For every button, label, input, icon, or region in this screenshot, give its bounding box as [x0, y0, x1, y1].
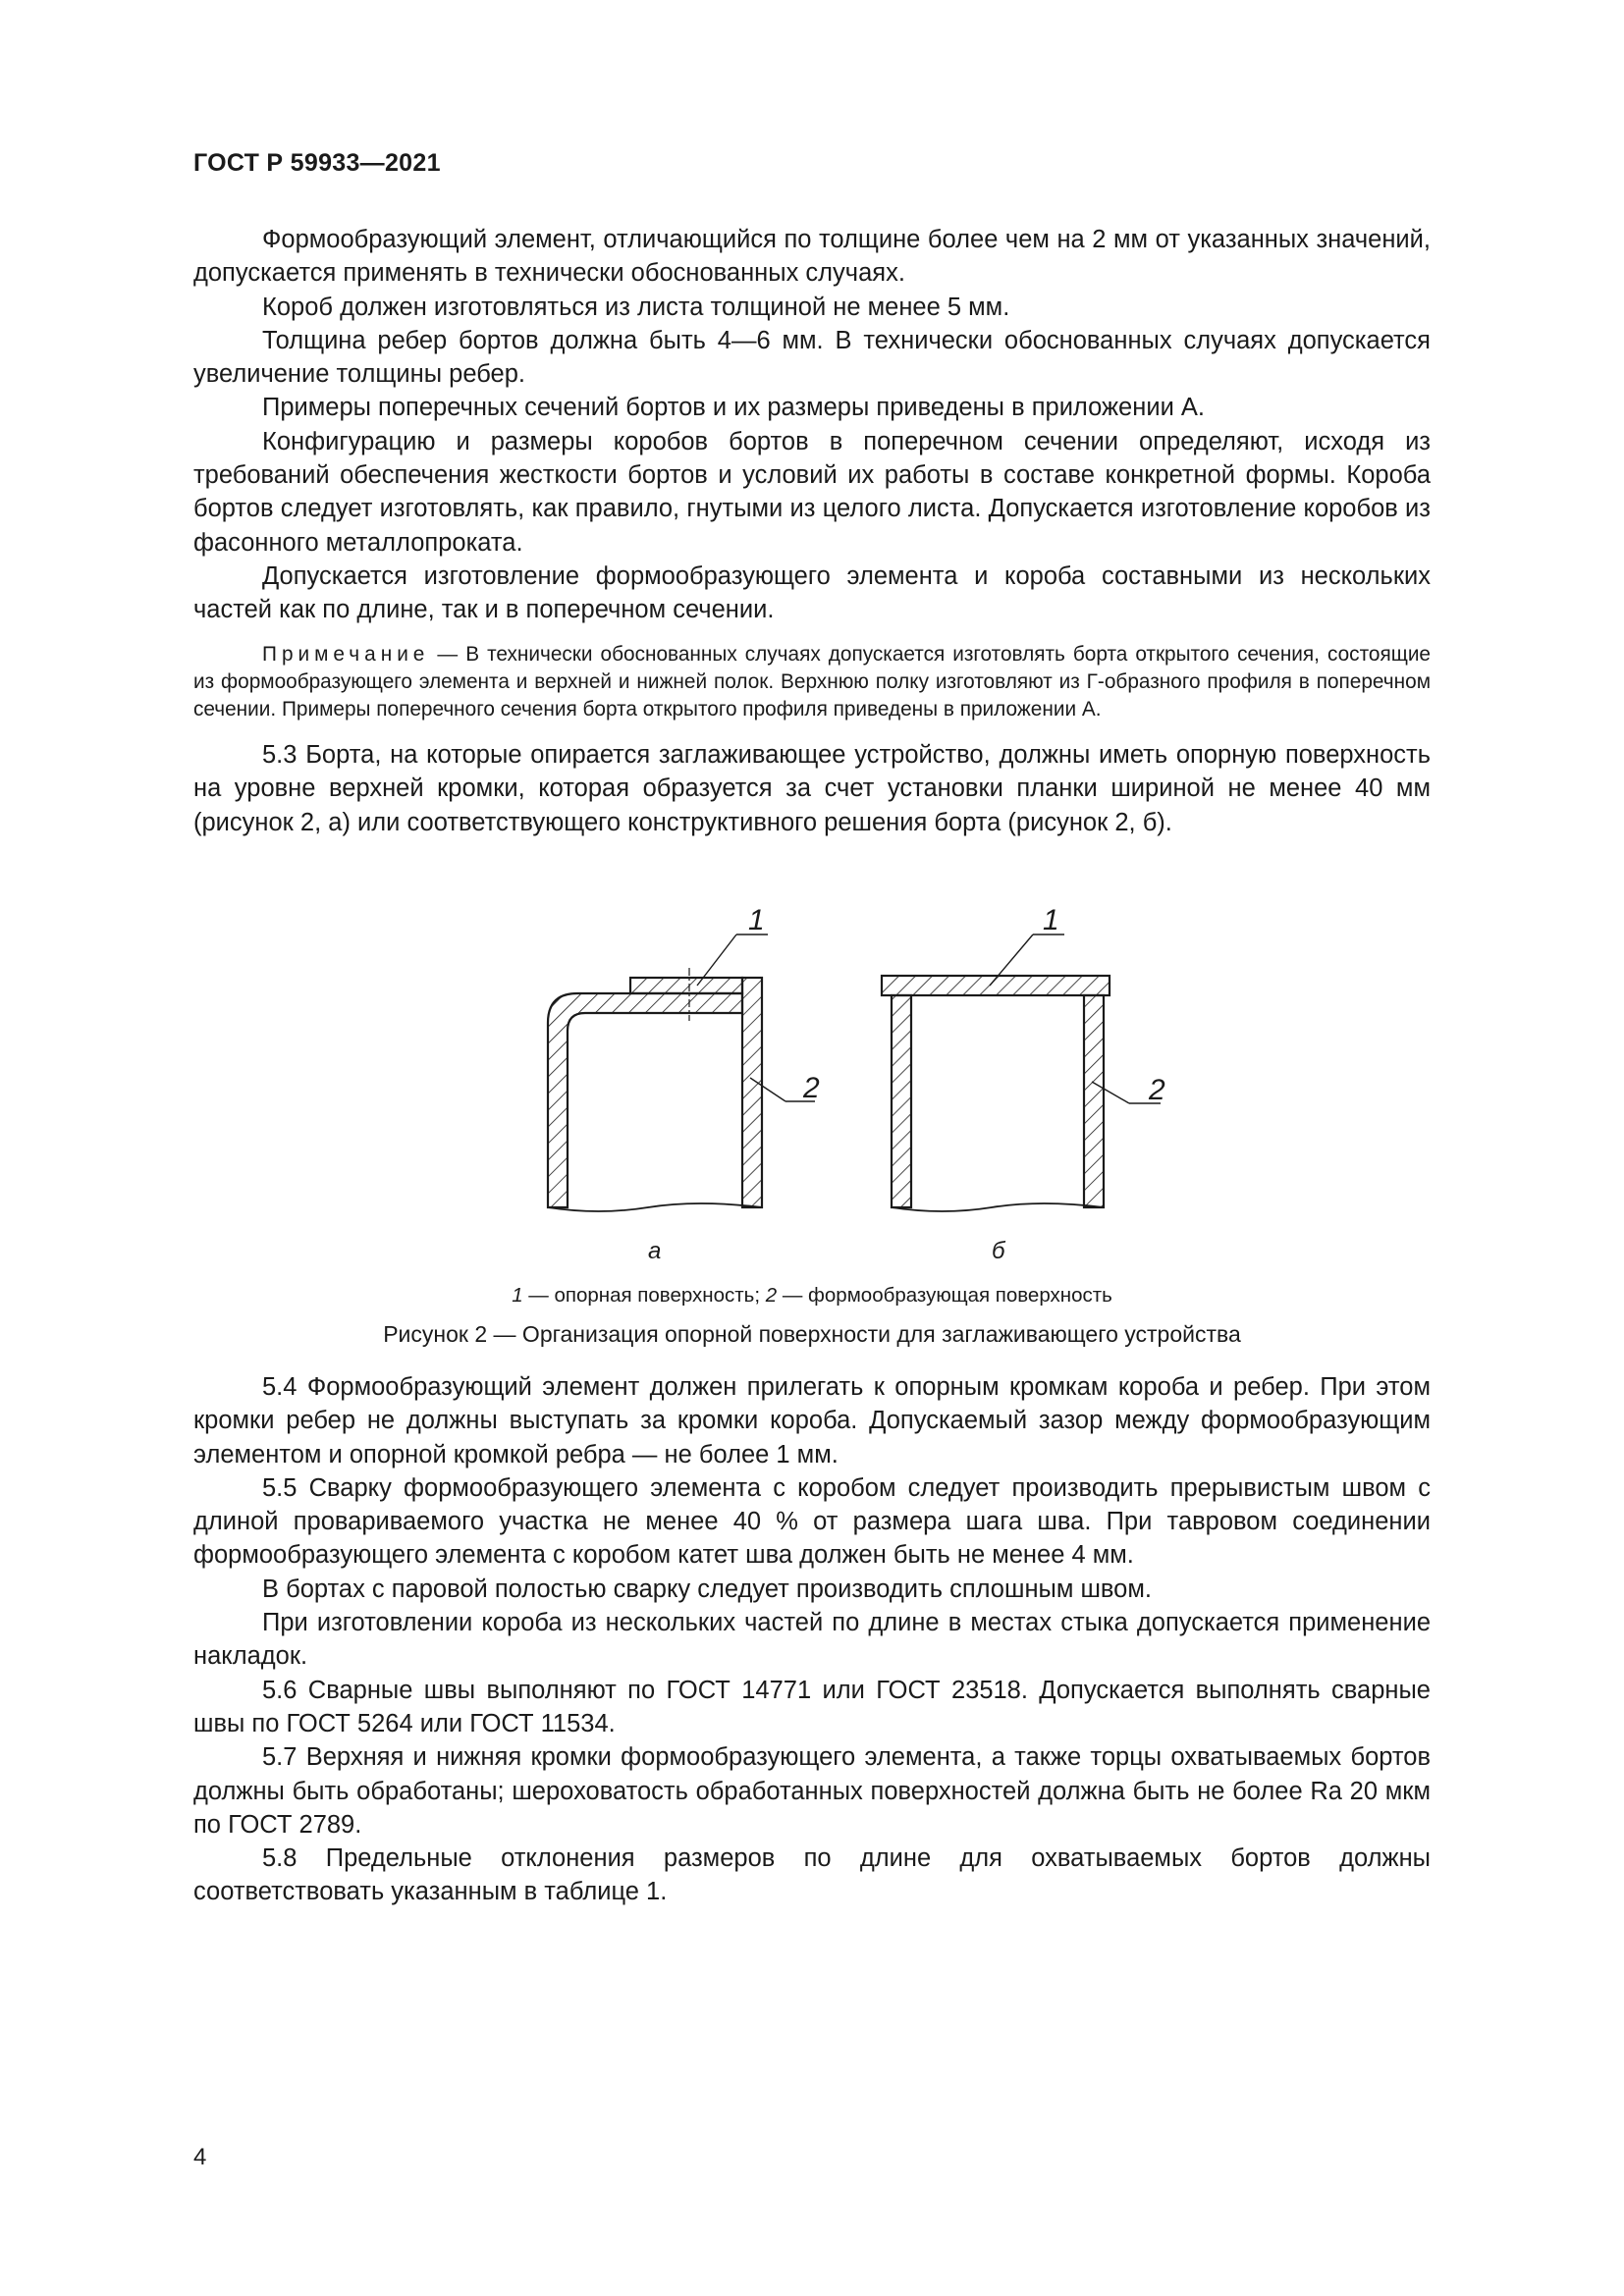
paragraph-5-3: 5.3 Борта, на которые опирается заглаживающее устройство, должны иметь опорную поверхность на уровне верхней кромки, которая образуется за счет установки планки шириной не менее 40 мм (рисунок 2, а) или соответствующего конструктивного решения борта (рисунок 2, б). — [193, 741, 1431, 836]
paragraph: 5.6 Сварные швы выполняют по ГОСТ 14771 или ГОСТ 23518. Допускается выполнять сварные швы по ГОСТ 5264 или ГОСТ 11534. — [193, 1676, 1431, 1737]
body-text-bottom — [193, 1370, 1431, 1909]
figure-a-section — [548, 934, 815, 1211]
paragraph: При изготовлении короба из нескольких частей по длине в местах стыка допускается применение накладок. — [193, 1609, 1431, 1671]
callout-1-b: 1 — [1043, 904, 1059, 936]
note — [193, 641, 1431, 724]
figure-b-section — [882, 934, 1161, 1211]
callout-2-a: 2 — [803, 1072, 820, 1104]
legend-text: — опорная поверхность; — [522, 1284, 766, 1307]
figure-2-drawing — [491, 883, 1178, 1296]
paragraph: Допускается изготовление формообразующего элемента и короба составными из нескольких частей как по длине, так и в поперечном сечении. — [193, 561, 1431, 624]
legend-text: — формообразующая поверхность — [777, 1284, 1112, 1307]
callout-2-b: 2 — [1149, 1074, 1165, 1106]
note-text: — В технически обоснованных случаях допускается изготовлять борта открытого сечения, состоящие из формообразующего элемента и верхней и нижней полок. Верхнюю полку изготовляют из Г-образного профиля в поперечном сечении. Примеры поперечного сечения борта открытого профиля приведены в приложении А. — [193, 642, 1431, 721]
paragraph: В бортах с паровой полостью сварку следует производить сплошным швом. — [262, 1575, 1152, 1603]
paragraph: 5.4 Формообразующий элемент должен прилегать к опорным кромкам короба и ребер. При этом кромки ребер не должны выступать за кромки короба. Допускаемый зазор между формообразующим элементом и опорной кромкой ребра — не более 1 мм. — [193, 1373, 1431, 1468]
paragraph: 5.7 Верхняя и нижняя кромки формообразующего элемента, а также торцы охватываемых бортов должны быть обработаны; шероховатость обработанных поверхностей должна быть не более Ra 20 мкм по ГОСТ 2789. — [193, 1743, 1431, 1839]
page-number: 4 — [193, 2144, 207, 2170]
paragraph: 5.8 Предельные отклонения размеров по длине для охватываемых бортов должны соответствовать указанным в таблице 1. — [193, 1844, 1431, 1906]
paragraph: Формообразующий элемент, отличающийся по толщине более чем на 2 мм от указанных значений, допускается применять в технически обоснованных случаях. — [193, 226, 1431, 288]
legend-num: 1 — [512, 1284, 523, 1307]
paragraph: Короб должен изготовляться из листа толщиной не менее 5 мм. — [262, 293, 1010, 321]
subfigure-label-b: б — [992, 1238, 1005, 1264]
figure-legend — [193, 1284, 1431, 1308]
body-text-top — [193, 223, 1431, 839]
paragraph: Примеры поперечных сечений бортов и их размеры приведены в приложении А. — [262, 394, 1205, 422]
document-header: ГОСТ Р 59933—2021 — [193, 149, 441, 177]
callout-1-a: 1 — [748, 904, 765, 936]
subfigure-label-a: а — [648, 1238, 662, 1264]
paragraph: 5.5 Сварку формообразующего элемента с коробом следует производить прерывистым швом с длиной провариваемого участка не менее 40 % от размера шага шва. При тавровом соединении формообразующего элемента с коробом катет шва должен быть не менее 4 мм. — [193, 1473, 1431, 1570]
figure-caption: Рисунок 2 — Организация опорной поверхности для заглаживающего устройства — [383, 1321, 1241, 1347]
paragraph: Конфигурацию и размеры коробов бортов в поперечном сечении определяют, исходя из требований обеспечения жесткости бортов и условий их работы в составе конкретной формы. Короба бортов следует изготовлять, как правило, гнутыми из целого листа. Допускается изготовление коробов из фасонного металлопроката. — [193, 427, 1431, 557]
paragraph: Толщина ребер бортов должна быть 4—6 мм. В технически обоснованных случаях допускается увеличение толщины ребер. — [193, 326, 1431, 389]
note-label: Примечание — [262, 642, 430, 666]
legend-num: 2 — [765, 1284, 778, 1307]
